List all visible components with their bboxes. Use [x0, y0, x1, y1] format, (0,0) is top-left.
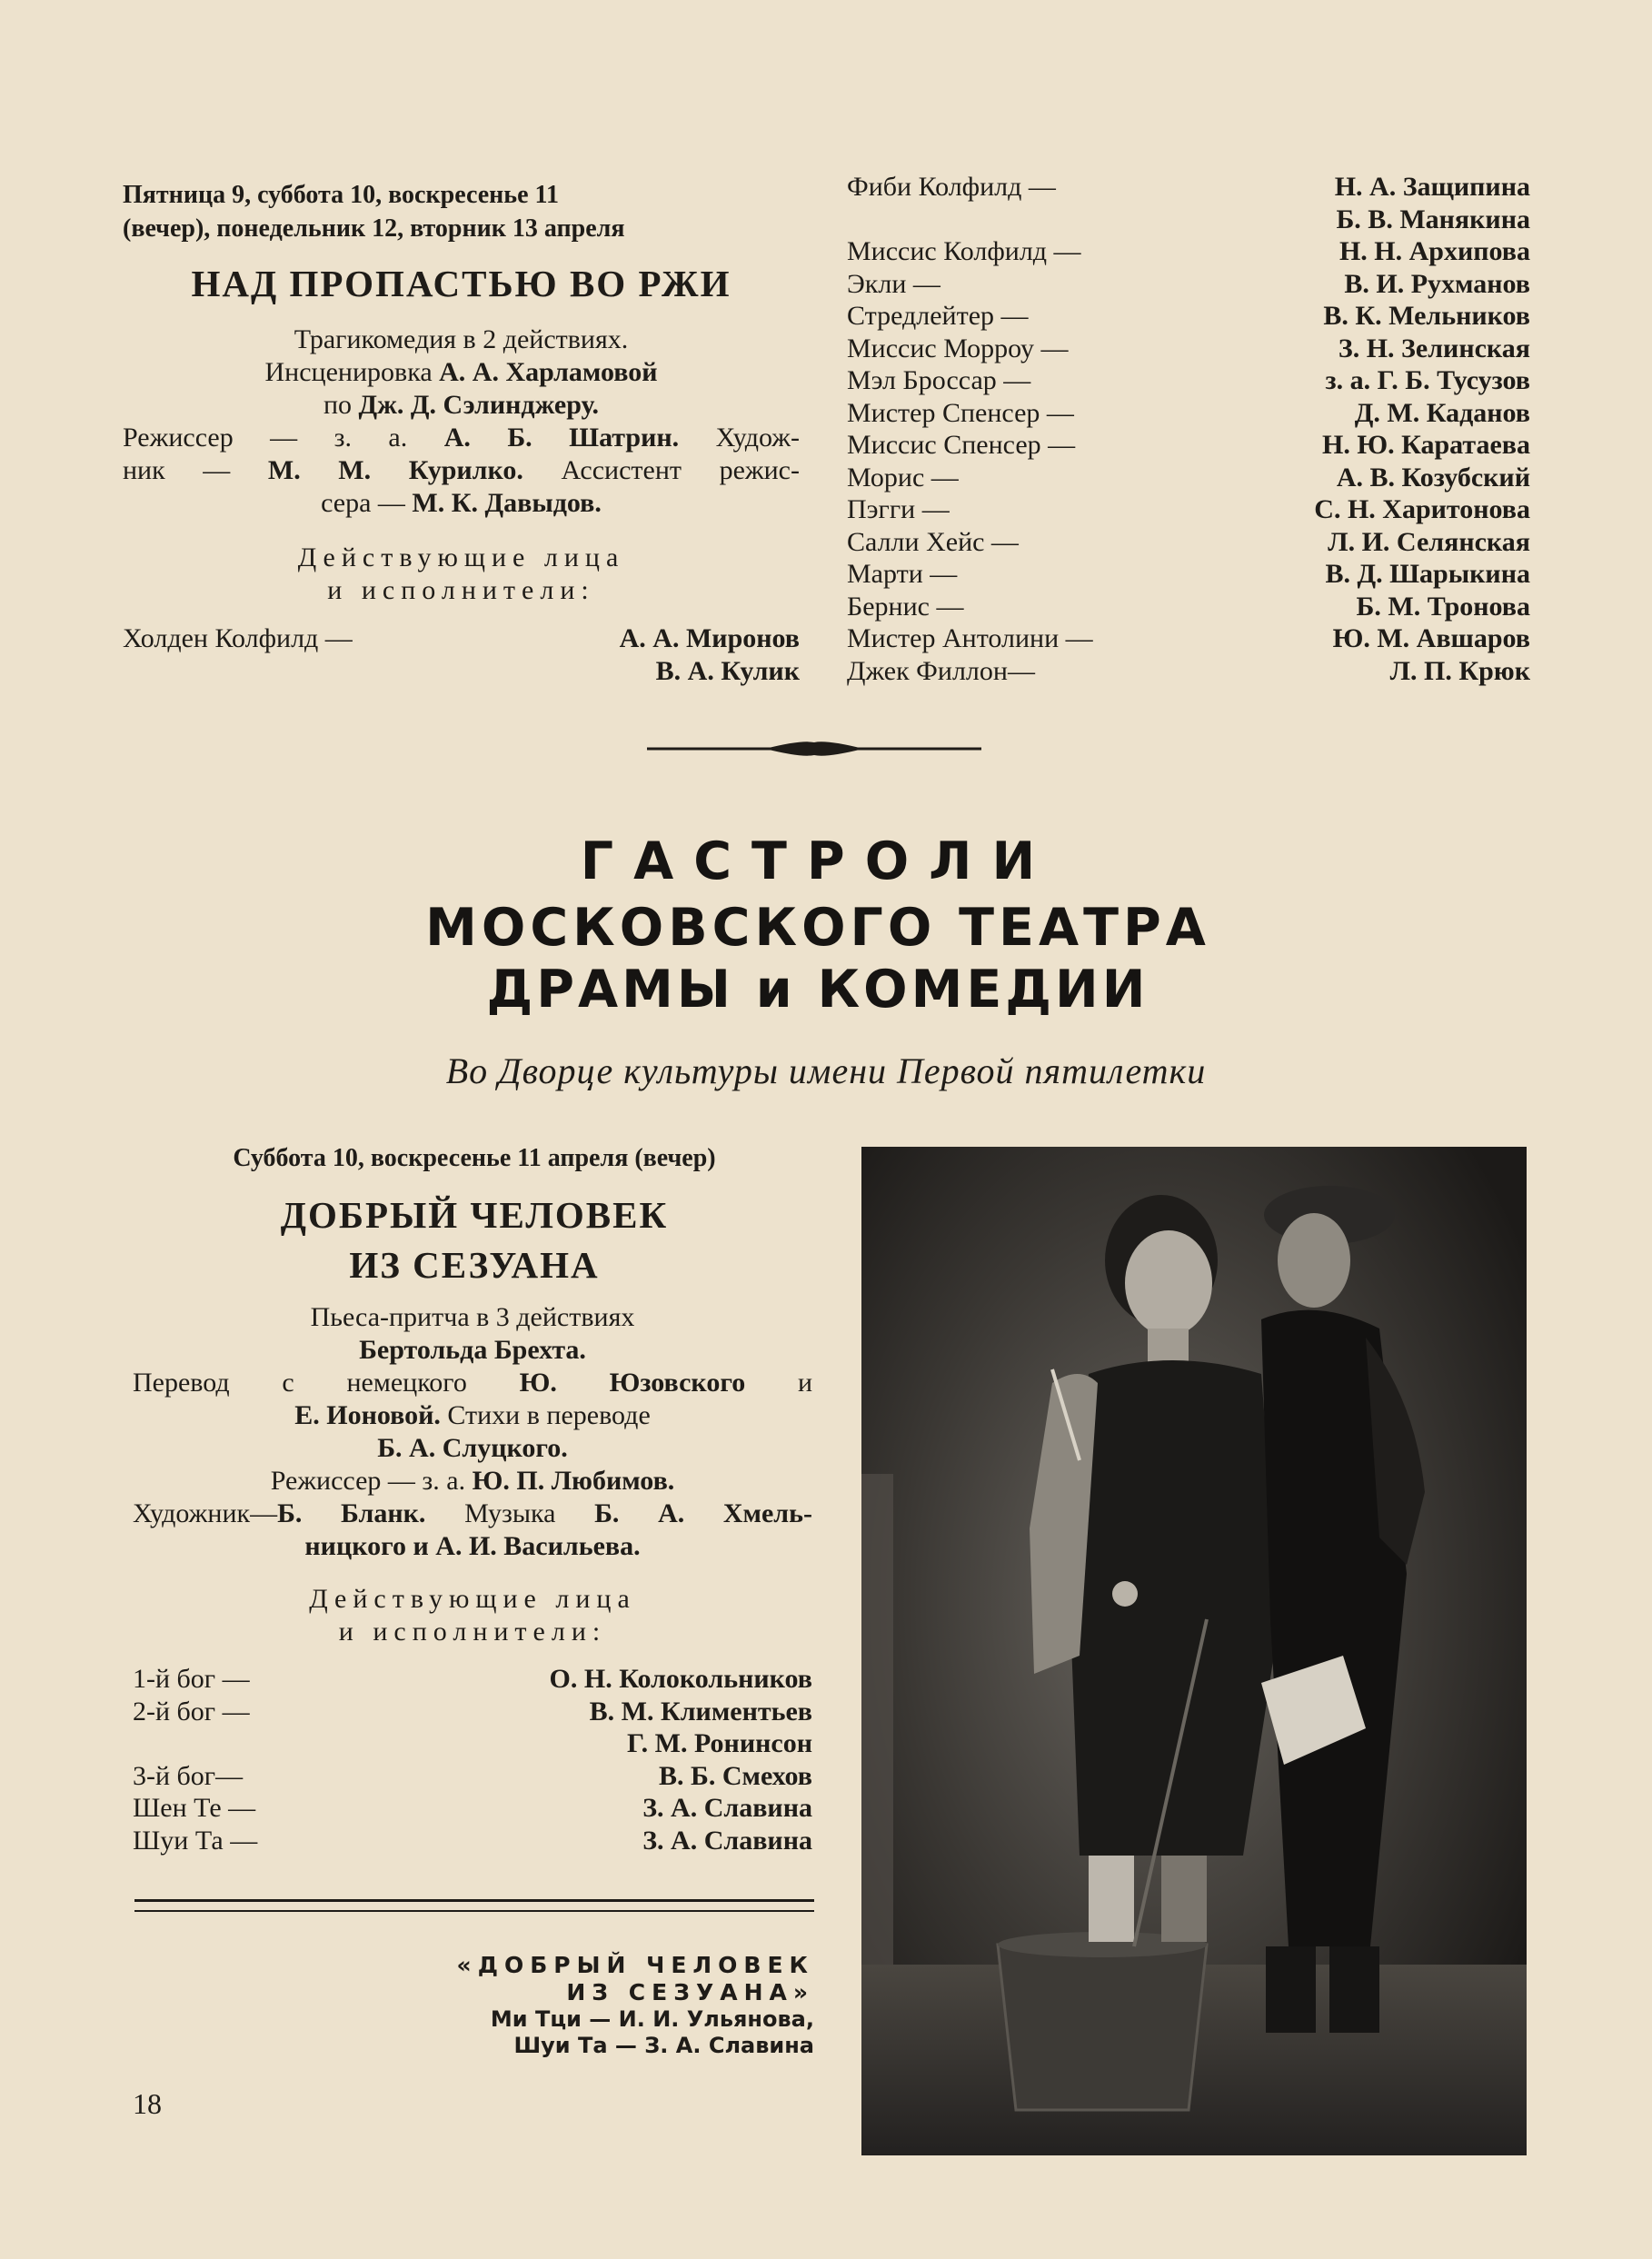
second-play-schedule: Суббота 10, воскресенье 11 апреля (вечер): [233, 1144, 716, 1172]
music-prefix: Музыка: [464, 1498, 556, 1528]
cast-heading-line-1: Действующие лица: [309, 1584, 636, 1614]
cast-role: Пэгги —: [847, 494, 950, 524]
top-cast-left: [123, 622, 800, 687]
second-cast-heading: [133, 1583, 812, 1648]
artist-line: [133, 1498, 812, 1530]
cast-row: [847, 622, 1530, 655]
cast-actor: А. В. Козубский: [1336, 462, 1530, 493]
page-number: 18: [133, 2087, 162, 2120]
schedule-line-1: Пятница 9, суббота 10, воскресенье 11: [123, 181, 559, 209]
cast-role: Стредлейтер —: [847, 301, 1029, 331]
banner-line-3: ДРАМЫ и КОМЕДИИ: [486, 960, 1149, 1020]
cast-row: [133, 1696, 812, 1728]
cast-role: 1-й бог —: [133, 1664, 250, 1694]
cast-row: [847, 171, 1530, 204]
after-prefix: по: [323, 390, 353, 420]
cast-role: Мистер Антолини —: [847, 623, 1093, 653]
cast-role: 3-й бог—: [133, 1760, 244, 1791]
cast-row: [847, 268, 1530, 301]
artist-name: Б. Бланк.: [277, 1498, 426, 1528]
assistant-prefix: Ассистент режис-: [561, 455, 800, 485]
cast-row: [847, 204, 1530, 236]
cast-actor: А. А. Миронов: [619, 623, 800, 653]
cast-row: [133, 1760, 812, 1793]
composer-2: А. И. Васильева.: [435, 1531, 641, 1561]
director-prefix: Режиссер — з. а.: [270, 1466, 466, 1496]
cast-heading-line-2: и исполнители:: [327, 575, 595, 605]
cast-actor: Л. И. Селянская: [1328, 526, 1530, 557]
cast-row: [847, 333, 1530, 365]
translator-2: Е. Ионовой.: [294, 1400, 441, 1430]
cast-row: [847, 591, 1530, 623]
artist-prefix: Худож-: [715, 423, 801, 453]
top-play-description: [123, 323, 800, 520]
cast-row: [847, 300, 1530, 333]
cast-role: Миссис Морроу —: [847, 333, 1069, 363]
caption-line-3: Ми Тци — И. И. Ульянова,: [490, 2006, 814, 2032]
artist-line: [123, 454, 800, 487]
artist-prefix: Художник—: [133, 1498, 278, 1528]
second-play-description: [133, 1301, 812, 1563]
cast-role: Шен Те —: [133, 1793, 256, 1823]
cast-row: [123, 655, 800, 688]
cast-row: [847, 655, 1530, 688]
cast-actor: В. К. Мельников: [1323, 301, 1530, 331]
cast-row: [133, 1792, 812, 1825]
cast-actor: В. А. Кулик: [655, 655, 800, 686]
cast-row: [133, 1825, 812, 1857]
cast-role: 2-й бог —: [133, 1696, 250, 1727]
cast-actor: З. А. Славина: [642, 1825, 812, 1856]
title-line-2: ИЗ СЕЗУАНА: [349, 1244, 600, 1286]
cast-row: [123, 622, 800, 655]
verses-translator: Б. А. Слуцкого.: [377, 1433, 568, 1463]
cast-actor: Д. М. Каданов: [1354, 397, 1530, 428]
assistant-prefix-2: сера —: [321, 488, 405, 518]
staging-name: А. А. Харламовой: [439, 357, 658, 387]
cast-actor: О. Н. Колокольников: [549, 1664, 812, 1694]
translator-1: Ю. Юзовского: [519, 1368, 746, 1398]
director-line: [133, 1465, 812, 1498]
composer-1b: ницкого: [304, 1531, 406, 1561]
cast-row: [847, 235, 1530, 268]
top-cast-right: [847, 171, 1530, 687]
cast-row: [847, 493, 1530, 526]
cast-actor: В. Д. Шарыкина: [1325, 559, 1530, 589]
cast-role: Салли Хейс —: [847, 526, 1019, 557]
staging-line: [123, 356, 800, 389]
stage-photo-illustration: [861, 1147, 1527, 2155]
caption-line-2: ИЗ СЕЗУАНА»: [566, 1979, 814, 2005]
cast-role: Бернис —: [847, 591, 964, 622]
director-name: Ю. П. Любимов.: [472, 1466, 675, 1496]
cast-actor: Ю. М. Авшаров: [1332, 623, 1530, 653]
cast-role: Миссис Спенсер —: [847, 430, 1076, 460]
cast-actor: З. А. Славина: [642, 1793, 812, 1823]
top-play-title: НАД ПРОПАСТЬЮ ВО РЖИ: [191, 263, 731, 304]
assistant-line: [123, 487, 800, 520]
composer-line: [133, 1530, 812, 1563]
cast-role: Мистер Спенсер —: [847, 397, 1074, 428]
cast-role: Экли —: [847, 268, 940, 299]
cast-role: Шуи Та —: [133, 1825, 258, 1856]
cast-actor: Н. Н. Архипова: [1339, 236, 1530, 266]
cast-heading-line-1: Действующие лица: [297, 542, 625, 572]
after-name: Дж. Д. Сэлинджеру.: [358, 390, 600, 420]
assistant-name: М. К. Давыдов.: [412, 488, 602, 518]
top-play-schedule: [123, 178, 800, 245]
top-cast-heading: [123, 542, 800, 607]
cast-actor: Н. А. Защипина: [1334, 172, 1530, 202]
genre-line: Пьеса-притча в 3 действиях: [310, 1302, 635, 1332]
caption-line-1: «ДОБРЫЙ ЧЕЛОВЕК: [456, 1952, 814, 1978]
director-prefix: Режиссер — з. а.: [123, 423, 408, 453]
cast-row: [847, 526, 1530, 559]
staging-prefix: Инсценировка: [264, 357, 433, 387]
cast-actor: Н. Ю. Каратаева: [1322, 430, 1530, 460]
genre-line: Трагикомедия в 2 действиях.: [294, 324, 629, 354]
ornament-divider: [647, 738, 981, 760]
cast-row: [847, 462, 1530, 494]
and-word: и: [797, 1368, 813, 1398]
second-play-title: [134, 1190, 814, 1290]
cast-role: Морис —: [847, 462, 959, 493]
cast-actor: С. Н. Харитонова: [1314, 494, 1530, 524]
verses-text: Стихи в переводе: [447, 1400, 651, 1430]
translation-line: [133, 1367, 812, 1399]
cast-row: [847, 558, 1530, 591]
cast-actor: Б. М. Тронова: [1356, 591, 1530, 622]
author-line: Бертольда Брехта.: [359, 1335, 586, 1365]
cast-actor: з. а. Г. Б. Тусузов: [1325, 365, 1530, 395]
second-cast: [133, 1663, 812, 1856]
cast-actor: В. М. Климентьев: [589, 1696, 812, 1727]
cast-role: Миссис Колфилд —: [847, 236, 1081, 266]
cast-actor: З. Н. Зелинская: [1338, 333, 1530, 363]
director-name: А. Б. Шатрин.: [443, 423, 680, 453]
banner-line-2: МОСКОВСКОГО ТЕАТРА: [425, 898, 1210, 958]
stage-photo: [861, 1147, 1527, 2155]
cast-row: [133, 1663, 812, 1696]
banner-line-1: ГАСТРОЛИ: [580, 831, 1056, 891]
composer-1a: Б. А. Хмель-: [594, 1498, 812, 1528]
and-word-2: и: [413, 1531, 429, 1561]
cast-actor: Л. П. Крюк: [1389, 655, 1530, 686]
after-line: [123, 389, 800, 422]
artist-prefix-2: ник —: [123, 455, 231, 485]
cast-role: Фиби Колфилд —: [847, 172, 1056, 202]
cast-actor: Б. В. Манякина: [1336, 204, 1530, 234]
schedule-line-2: (вечер), понедельник 12, вторник 13 апреля: [123, 214, 625, 243]
cast-role: Марти —: [847, 559, 958, 589]
cast-actor: Г. М. Ронинсон: [626, 1728, 812, 1758]
cast-role: Холден Колфилд —: [123, 623, 353, 653]
caption-line-4: Шуи Та — З. А. Славина: [513, 2033, 814, 2058]
cast-role: Джек Филлон—: [847, 655, 1035, 686]
cast-row: [133, 1727, 812, 1760]
cast-heading-line-2: и исполнители:: [338, 1617, 607, 1647]
title-line-1: ДОБРЫЙ ЧЕЛОВЕК: [280, 1194, 669, 1236]
cast-row: [847, 397, 1530, 430]
cast-row: [847, 364, 1530, 397]
venue-line: Во Дворце культуры имени Первой пятилетки: [445, 1050, 1207, 1091]
artist-name: М. М. Курилко.: [267, 455, 523, 485]
cast-actor: В. И. Рухманов: [1344, 268, 1530, 299]
cast-actor: В. Б. Смехов: [659, 1760, 812, 1791]
photo-caption: [273, 1952, 814, 2059]
verses-line: [133, 1399, 812, 1432]
translation-prefix: Перевод с немецкого: [133, 1368, 467, 1398]
caption-double-rule: [134, 1899, 814, 1912]
cast-role: Мэл Броссар —: [847, 365, 1031, 395]
director-line: [123, 422, 800, 454]
cast-row: [847, 429, 1530, 462]
